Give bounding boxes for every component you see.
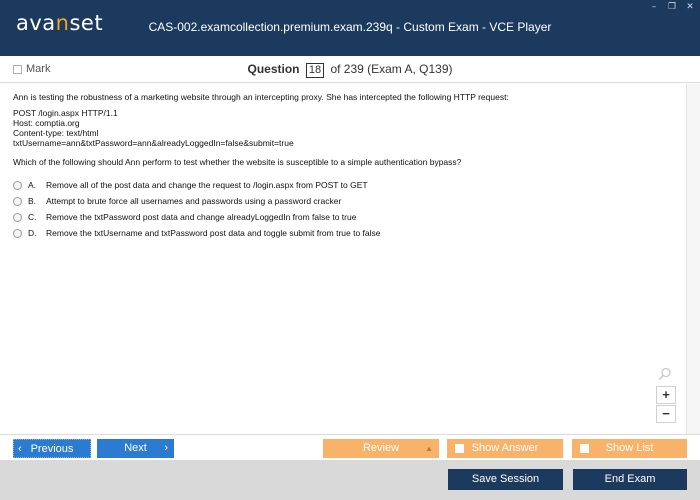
question-body (0, 84, 687, 434)
window-controls (648, 2, 696, 12)
app-logo: avanset (16, 11, 104, 35)
option-d[interactable]: D. Remove the txtUsername and txtPassword post data and toggle submit from true to false (13, 225, 686, 241)
show-list-button[interactable]: Show List (572, 439, 687, 458)
question-label: Question (247, 62, 300, 76)
mark-label: Mark (26, 63, 51, 75)
restore-icon[interactable]: ❐ (667, 2, 677, 12)
show-answer-button[interactable]: Show Answer (447, 439, 563, 458)
close-icon[interactable]: ✕ (686, 2, 694, 12)
chevron-left-icon: ‹ (18, 443, 22, 455)
question-prompt: Which of the following should Ann perform to test whether the website is susceptible to a simple authentication bypass? (13, 157, 462, 167)
title-bar (0, 0, 700, 56)
radio-icon[interactable] (13, 213, 22, 222)
option-b[interactable]: B. Attempt to brute force all usernames and passwords using a password cracker (13, 193, 686, 209)
checkbox-icon[interactable] (580, 444, 589, 453)
chevron-right-icon: › (164, 442, 168, 454)
question-number-indicator (0, 62, 700, 78)
magnifier-icon (658, 367, 672, 381)
question-number-input[interactable]: 18 (306, 63, 324, 78)
question-total: of 239 (Exam A, Q139) (330, 62, 453, 76)
radio-icon[interactable] (13, 197, 22, 206)
previous-button[interactable]: ‹ Previous (13, 439, 91, 458)
checkbox-icon[interactable] (455, 444, 464, 453)
save-session-button[interactable]: Save Session (448, 469, 563, 490)
radio-icon[interactable] (13, 229, 22, 238)
option-c[interactable]: C. Remove the txtPassword post data and change alreadyLoggedIn from false to true (13, 209, 686, 225)
http-request (13, 108, 686, 148)
radio-icon[interactable] (13, 181, 22, 190)
option-a[interactable]: A. Remove all of the post data and change the request to /login.aspx from POST to GET (13, 177, 686, 193)
triangle-up-icon: ▲ (425, 444, 433, 453)
minimize-icon[interactable]: – (651, 2, 657, 12)
request-line: Content-type: text/html (13, 128, 99, 138)
request-line: Host: comptia.org (13, 118, 80, 128)
scrollbar[interactable] (687, 84, 700, 434)
request-line: txtUsername=ann&txtPassword=ann&alreadyLoggedIn=false&submit=true (13, 138, 294, 148)
window-title: CAS-002.examcollection.premium.exam.239q - Custom Exam - VCE Player (148, 20, 552, 34)
zoom-out-button[interactable]: − (656, 405, 676, 423)
question-header (0, 56, 700, 83)
request-line: POST /login.aspx HTTP/1.1 (13, 108, 118, 118)
zoom-in-button[interactable]: + (656, 386, 676, 404)
answer-options (13, 177, 686, 241)
question-intro: Ann is testing the robustness of a marketing website through an intercepting proxy. She has intercepted the following HTTP request: (13, 92, 509, 102)
navigation-bar (0, 434, 700, 460)
next-button[interactable]: Next › (97, 439, 174, 458)
review-button[interactable]: Review ▲ (323, 439, 439, 458)
end-exam-button[interactable]: End Exam (573, 469, 687, 490)
bottom-bar (0, 460, 700, 500)
